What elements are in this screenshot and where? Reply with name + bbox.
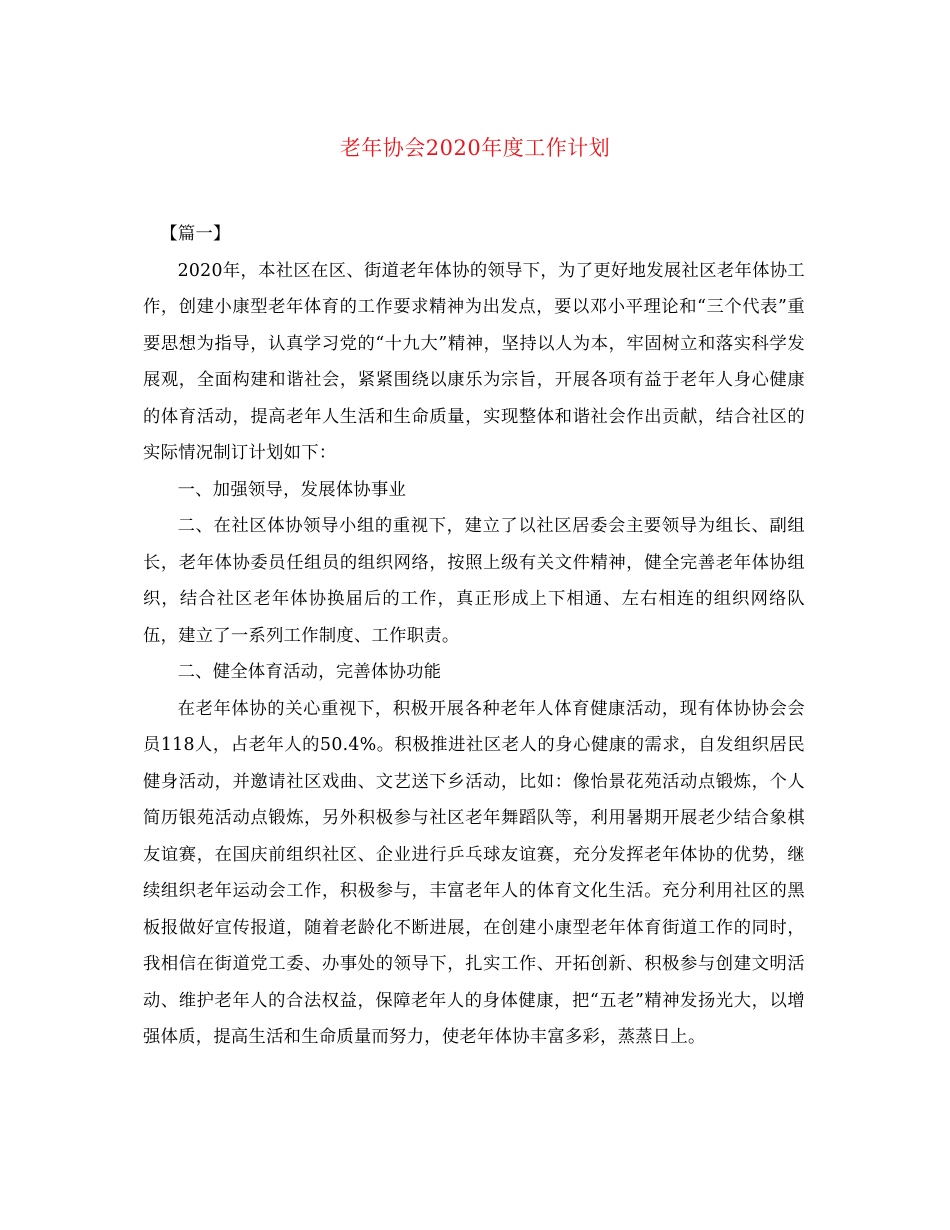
- document-title: 老年协会2020年度工作计划: [339, 136, 611, 160]
- section-label: 【篇一】: [160, 224, 231, 244]
- paragraph-organization: 二、在社区体协领导小组的重视下，建立了以社区居委会主要领导为组长、副组长，老年体协委员任组员的组织网络，按照上级有关文件精神，健全完善老年体协组织，结合社区老年体协换届后的工作，真正形成上下相通、左右相连的组织网络队伍，建立了一系列工作制度、工作职责。: [143, 516, 805, 646]
- paragraph-intro: 2020年，本社区在区、街道老年体协的领导下，为了更好地发展社区老年体协工作，创建小康型老年体育的工作要求精神为出发点，要以邓小平理论和“三个代表”重要思想为指导，认真学习党的“十九大”精神，坚持以人为本，牢固树立和落实科学发展观，全面构建和谐社会，紧紧围绕以康乐为宗旨，开展各项有益于老年人身心健康的体育活动，提高老年人生活和生命质量，实现整体和谐社会作出贡献，结合社区的实际情况制订计划如下：: [143, 260, 805, 463]
- heading-2: 二、健全体育活动，完善体协功能: [177, 662, 442, 682]
- paragraph-activities: 在老年体协的关心重视下，积极开展各种老年人体育健康活动，现有体协协会会员118人，占老年人的50.4%。积极推进社区老人的身心健康的需求，自发组织居民健身活动，并邀请社区戏曲、文艺送下乡活动，比如：像怡景花苑活动点锻炼，个人简历银苑活动点锻炼，另外积极参与社区老年舞蹈队等，利用暑期开展老少结合象棋友谊赛，在国庆前组织社区、企业进行乒乓球友谊赛，充分发挥老年体协的优势，继续组织老年运动会工作，积极参与，丰富老年人的体育文化生活。充分利用社区的黑板报做好宣传报道，随着老龄化不断进展，在创建小康型老年体育街道工作的同时，我相信在街道党工委、办事处的领导下，扎实工作、开拓创新、积极参与创建文明活动、维护老年人的合法权益，保障老年人的身体健康，把“五老”精神发扬光大，以增强体质，提高生活和生命质量而努力，使老年体协丰富多彩，蒸蒸日上。: [143, 698, 805, 1047]
- heading-1: 一、加强领导，发展体协事业: [177, 479, 407, 500]
- document-body: [143, 216, 805, 1056]
